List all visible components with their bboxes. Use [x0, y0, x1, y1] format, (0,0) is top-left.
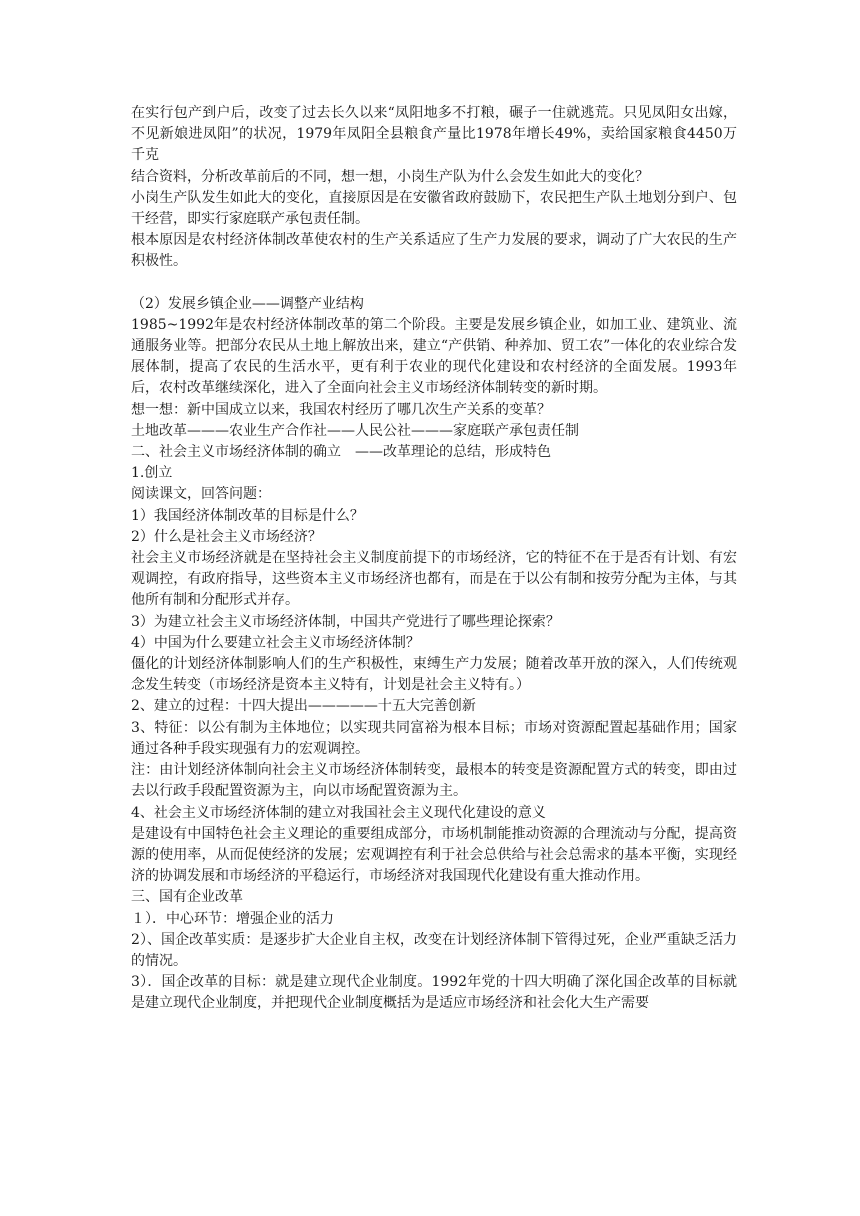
answer-2: 社会主义市场经济就是在坚持社会主义制度前提下的市场经济，它的特征不在于是否有计划、有宏观调控，有政府指导，这些资本主义市场经济也都有，而是在于以公有制和按劳分配为主体，与其他所有制和分配形式并存。: [131, 550, 737, 609]
paragraph-note: 注：由计划经济体制向社会主义市场经济体制转变，最根本的转变是资源配置方式的转变，即由过去以行政手段配置资源为主，向以市场配置资源为主。: [131, 762, 737, 800]
answer-4: 僵化的计划经济体制影响人们的生产积极性，束缚生产力发展；随着改革开放的深入，人们传统观念发生转变（市场经济是资本主义特有，计划是社会主义特有。）: [131, 656, 737, 694]
soe-point-3: 3）．国企改革的目标：就是建立现代企业制度。1992年党的十四大明确了深化国企改革的目标就是建立现代企业制度，并把现代企业制度概括为是适应市场经济和社会化大生产需要: [131, 974, 737, 1012]
document-body: [131, 103, 737, 1015]
soe-point-2: 2）、国企改革实质：是逐步扩大企业自主权，改变在计划经济体制下管得过死，企业严重缺乏活力的情况。: [131, 931, 737, 969]
heading-market-economy: 二、社会主义市场经济体制的确立 ——改革理论的总结，形成特色: [131, 444, 551, 461]
paragraph-root-cause: 根本原因是农村经济体制改革使农村的生产关系适应了生产力发展的要求，调动了广大农民的生产积极性。: [131, 232, 737, 270]
paragraph-significance: 是建设有中国特色社会主义理论的重要组成部分，市场机制能推动资源的合理流动与分配，提高资源的使用率，从而促使经济的发展；宏观调控有利于社会总供给与社会总需求的基本平衡，实现经济的协调发展和市场经济的平稳运行，市场经济对我国现代化建设有重大推动作用。: [131, 825, 737, 885]
paragraph-question-xiaogang: 结合资料，分析改革前后的不同，想一想，小岗生产队为什么会发生如此大的变化？: [131, 168, 649, 185]
question-1: 1）我国经济体制改革的目标是什么？: [131, 507, 364, 524]
heading-significance: 4、社会主义市场经济体制的建立对我国社会主义现代化建设的意义: [131, 804, 546, 821]
blank-line: [131, 273, 737, 294]
heading-soe-reform: 三、国有企业改革: [131, 889, 243, 906]
paragraph-think-question: 想一想：新中国成立以来，我国农村经历了哪几次生产关系的变革？: [131, 401, 551, 418]
heading-township-enterprises: （2）发展乡镇企业——调整产业结构: [131, 295, 364, 312]
paragraph-second-stage: 1985~1992年是农村经济体制改革的第二个阶段。主要是发展乡镇企业，如加工业、建筑业、流通服务业等。把部分农民从土地上解放出来，建立“产供销、种养加、贸工农”一体化的农业综合发展体制，提高了农民的生活水平，更有利于农业的现代化建设和农村经济的全面发展。1993年后，农村改革继续深化，进入了全面向社会主义市场经济体制转变的新时期。: [131, 316, 737, 397]
question-3: 3）为建立社会主义市场经济体制，中国共产党进行了哪些理论探索？: [131, 613, 560, 630]
paragraph-process: 2、建立的过程：十四大提出—————十五大完善创新: [131, 698, 476, 715]
heading-establishment: 1.创立: [131, 465, 173, 482]
question-2: 2）什么是社会主义市场经济？: [131, 528, 322, 545]
paragraph-read-instructions: 阅读课文，回答问题：: [131, 486, 271, 503]
paragraph-reform-sequence: 土地改革———农业生产合作社——人民公社———家庭联产承包责任制: [131, 422, 579, 439]
paragraph-direct-cause: 小岗生产队发生如此大的变化，直接原因是在安徽省政府鼓励下，农民把生产队土地划分到户、包干经营，即实行家庭联产承包责任制。: [131, 189, 737, 228]
soe-point-1: １）．中心环节：增强企业的活力: [131, 910, 334, 927]
paragraph-features: 3、特征：以公有制为主体地位；以实现共同富裕为根本目标；市场对资源配置起基础作用；国家通过各种手段实现强有力的宏观调控。: [131, 719, 737, 757]
question-4: 4）中国为什么要建立社会主义市场经济体制？: [131, 634, 420, 651]
paragraph-fengyang-changes: 在实行包产到户后，改变了过去长久以来“凤阳地多不打粮，碾子一住就逃荒。只见凤阳女出嫁，不见新娘进凤阳”的状况，1979年凤阳全县粮食产量比1978年增长49%，卖给国家粮食4450万千克: [131, 105, 737, 164]
